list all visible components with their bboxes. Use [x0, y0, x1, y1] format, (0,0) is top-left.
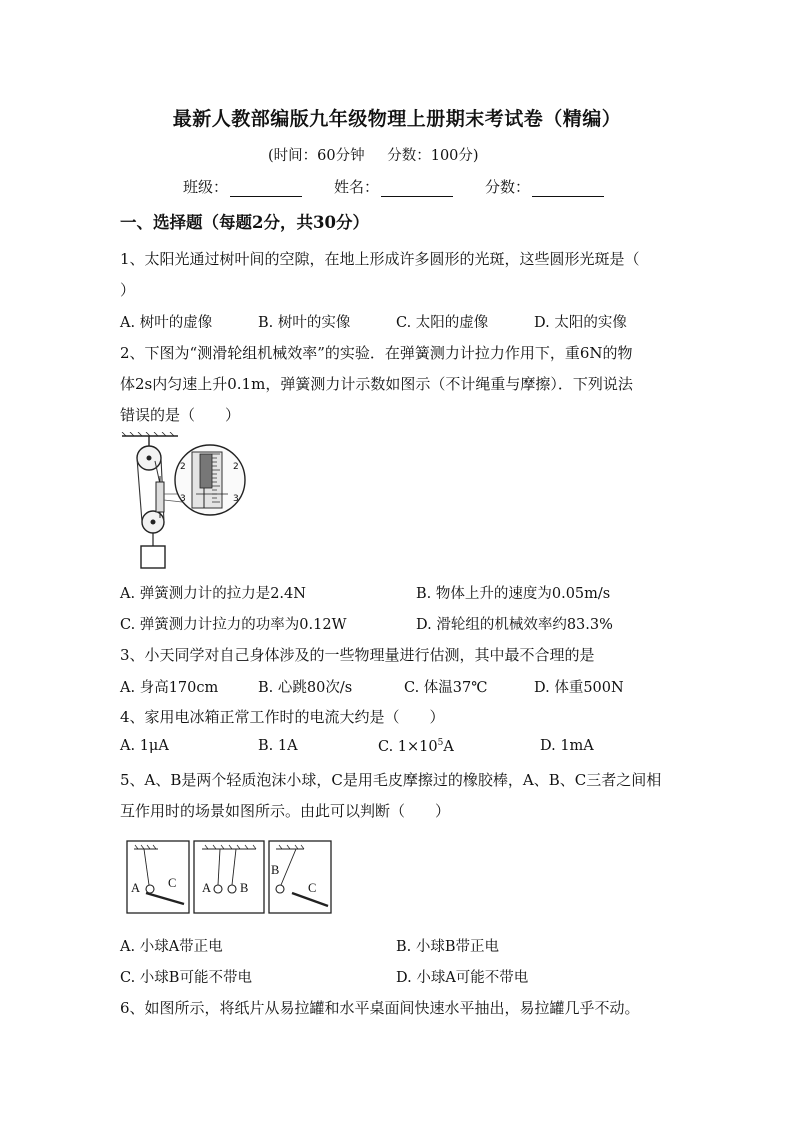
q4-option-d[interactable]: D. 1mA	[540, 738, 594, 754]
q5-option-a[interactable]: A. 小球A带正电	[120, 939, 223, 955]
student-info-fields	[183, 176, 636, 197]
q2-option-c[interactable]: C. 弹簧测力计拉力的功率为0.12W	[120, 617, 347, 633]
q1-option-d[interactable]: D. 太阳的实像	[534, 315, 627, 331]
q4-option-a[interactable]: A. 1μA	[120, 738, 169, 754]
q5-stem-line1: 5、A、B是两个轻质泡沫小球，C是用毛皮摩擦过的橡胶棒，A、B、C三者之间相	[120, 771, 662, 789]
ball-a-fig2	[214, 885, 222, 893]
ball-b-fig2	[228, 885, 236, 893]
q3-option-a[interactable]: A. 身高170cm	[120, 680, 219, 696]
class-blank[interactable]	[230, 180, 302, 197]
q1-stem-line2: ）	[120, 281, 136, 299]
exam-info	[268, 144, 497, 165]
q4-option-c[interactable]	[378, 738, 454, 755]
label-a-fig1: A	[131, 881, 141, 895]
q3-option-b[interactable]: B. 心跳80次/s	[258, 680, 353, 696]
q6-stem: 6、如图所示，将纸片从易拉罐和水平桌面间快速水平抽出，易拉罐几乎不动。	[120, 999, 640, 1017]
exam-time: (时间：60分钟	[268, 148, 365, 164]
name-blank[interactable]	[381, 180, 453, 197]
ball-a-fig1	[146, 885, 154, 893]
q5-option-d[interactable]: D. 小球A可能不带电	[396, 970, 529, 986]
scale-label-2-right: 2	[233, 462, 239, 472]
q1-option-a[interactable]: A. 树叶的虚像	[120, 315, 213, 331]
class-field[interactable]	[183, 176, 302, 197]
q5-option-b[interactable]: B. 小球B带正电	[396, 939, 500, 955]
q4-option-c-unit: A	[443, 738, 454, 755]
q4-option-c-exp: 5	[437, 738, 444, 748]
pulley-figure	[120, 432, 250, 572]
q3-option-c[interactable]: C. 体温37℃	[404, 680, 488, 696]
weight-block	[141, 546, 165, 568]
label-a-fig2: A	[202, 881, 212, 895]
label-b-fig2: B	[240, 881, 249, 895]
page-title: 最新人教部编版九年级物理上册期末考试卷（精编）	[172, 108, 622, 130]
q2-option-d[interactable]: D. 滑轮组的机械效率约83.3%	[416, 617, 613, 633]
name-field[interactable]	[334, 176, 453, 197]
q2-stem-line3: 错误的是（ ）	[120, 406, 241, 424]
scale-label-2-left: 2	[180, 462, 186, 472]
q2-option-b[interactable]: B. 物体上升的速度为0.05m/s	[416, 586, 611, 602]
q2-stem-line1: 2、下图为“测滑轮组机械效率”的实验．在弹簧测力计拉力作用下，重6N的物	[120, 344, 633, 362]
q1-stem-line1: 1、太阳光通过树叶间的空隙，在地上形成许多圆形的光斑，这些圆形光斑是（	[120, 250, 640, 268]
q1-option-b[interactable]: B. 树叶的实像	[258, 315, 351, 331]
q3-option-d[interactable]: D. 体重500N	[534, 680, 624, 696]
q2-option-a[interactable]: A. 弹簧测力计的拉力是2.4N	[120, 586, 306, 602]
q4-option-c-base: C. 1×10	[378, 738, 438, 755]
class-label: 班级：	[183, 178, 229, 196]
q5-stem-line2: 互作用时的场景如图所示。由此可以判断（ ）	[120, 802, 451, 820]
q3-stem: 3、小天同学对自己身体涉及的一些物理量进行估测，其中最不合理的是	[120, 646, 595, 664]
section-title: 一、选择题（每题2分，共30分）	[120, 213, 369, 232]
score-field[interactable]	[485, 176, 604, 197]
q5-option-c[interactable]: C. 小球B可能不带电	[120, 970, 252, 986]
score-label: 分数：	[485, 178, 531, 196]
scale-label-3-right: 3	[233, 494, 239, 504]
exam-total-score: 分数：100分)	[387, 148, 479, 164]
q4-option-b[interactable]: B. 1A	[258, 738, 298, 754]
charged-balls-figure	[124, 838, 334, 916]
q4-stem: 4、家用电冰箱正常工作时的电流大约是（ ）	[120, 708, 445, 726]
label-c-fig1: C	[168, 876, 177, 890]
scale-label-3-left: 3	[180, 494, 186, 504]
label-b-fig3: B	[271, 863, 280, 877]
q2-stem-line2: 体2s内匀速上升0.1m，弹簧测力计示数如图示（不计绳重与摩擦）．下列说法	[120, 375, 633, 393]
q1-option-c[interactable]: C. 太阳的虚像	[396, 315, 489, 331]
label-c-fig3: C	[308, 881, 317, 895]
score-blank[interactable]	[532, 180, 604, 197]
ball-b-fig3	[276, 885, 284, 893]
name-label: 姓名：	[334, 178, 380, 196]
